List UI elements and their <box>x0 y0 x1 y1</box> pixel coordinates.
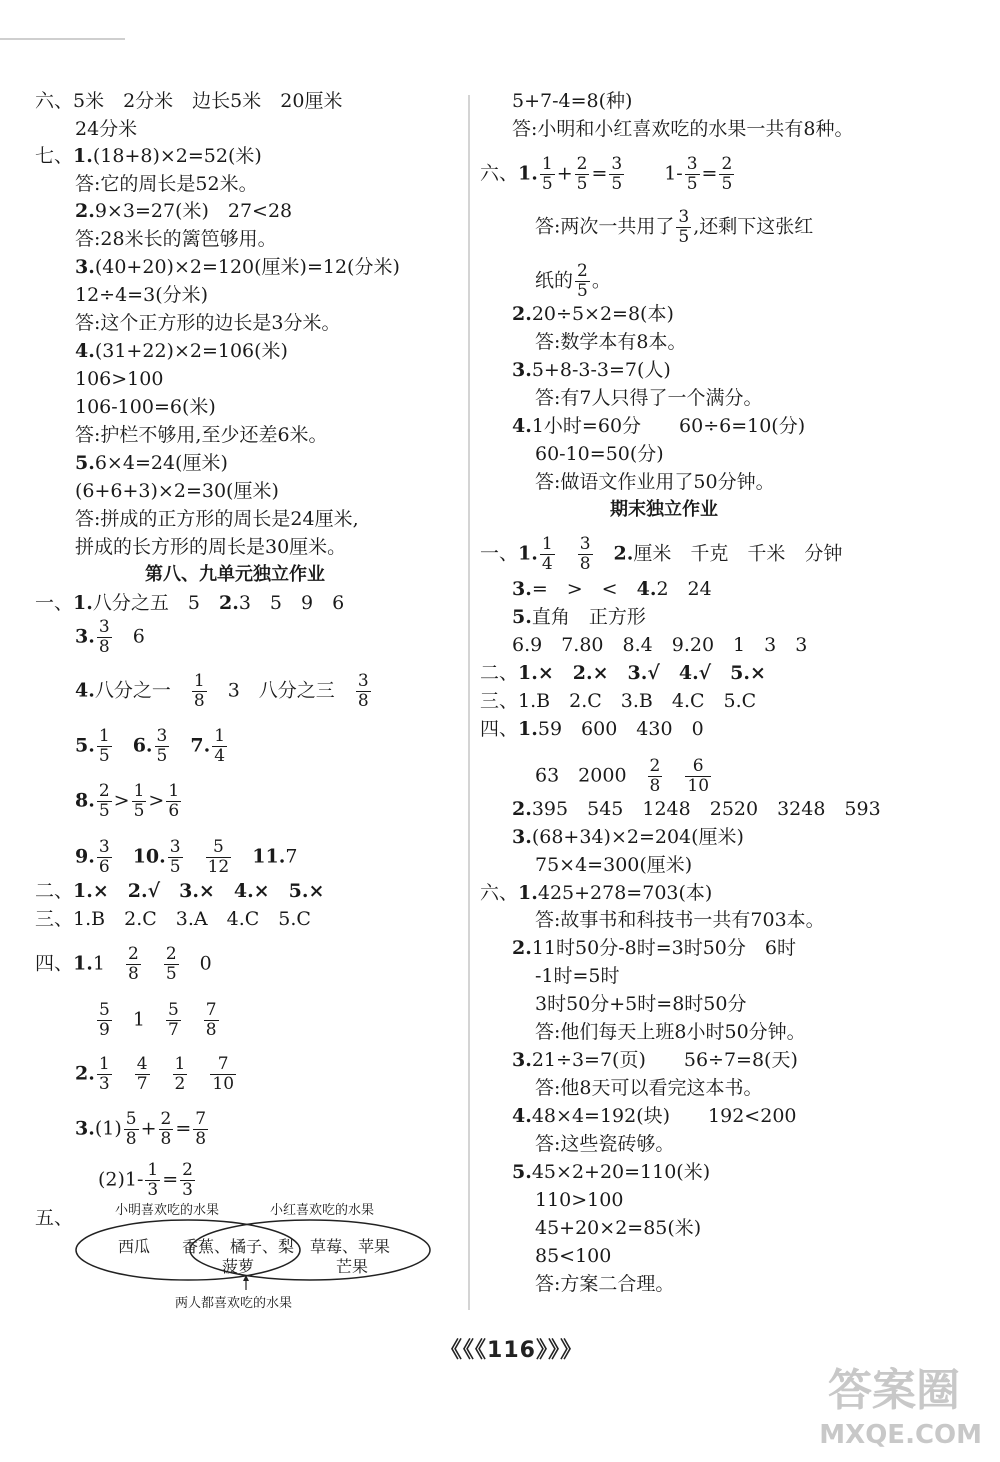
answer-line: 二、1.× 2.× 3.√ 4.√ 5.× <box>480 662 766 684</box>
fraction: $\frac{3}{8}$ <box>579 534 591 574</box>
answer-line: 2. $\frac{1}{3}$ $\frac{4}{7}$ $\frac{1}{2}$ $\frac{7}{10}$ <box>75 1054 235 1094</box>
fraction: $\frac{3}{6}$ <box>98 837 110 877</box>
answer-line: 106>100 <box>75 368 164 390</box>
answer-line: 答:他们每天上班8小时50分钟。 <box>535 1021 806 1043</box>
answer-line: 答:方案二合理。 <box>535 1273 675 1295</box>
answer-line: 四、1.1 $\frac{2}{8}$ $\frac{2}{5}$ 0 <box>35 944 212 984</box>
answer-line: 答:拼成的正方形的周长是24厘米, <box>75 508 359 530</box>
answer-line: 106-100=6(米) <box>75 396 216 418</box>
answer-line: 答:28米长的篱笆够用。 <box>75 228 277 250</box>
answer-line: 24分米 <box>75 118 138 140</box>
fraction: $\frac{7}{8}$ <box>205 1000 217 1040</box>
venn-only-b: 草莓、苹果 <box>310 1237 391 1256</box>
answer-line: 四、1.59 600 430 0 <box>480 718 704 740</box>
page-number: 《《《116》》》 <box>440 1338 583 1363</box>
answer-line: 答:它的周长是52米。 <box>75 173 258 195</box>
answer-line: 5.45×2+20=110(米) <box>512 1161 711 1183</box>
answer-line: 4.48×4=192(块) 192<200 <box>512 1105 797 1127</box>
fraction: $\frac{3}{8}$ <box>357 671 369 711</box>
fraction: $\frac{3}{5}$ <box>686 154 698 194</box>
fraction: $\frac{3}{8}$ <box>98 617 110 657</box>
fraction: $\frac{3}{5}$ <box>678 207 690 247</box>
fraction: $\frac{6}{10}$ <box>687 756 710 796</box>
answer-line: 六、1. $\frac{1}{5}$ + $\frac{2}{5}$ = $\frac{3}{5}$ 1- $\frac{3}{5}$ = $\frac{2}{5}$ <box>480 154 733 194</box>
answer-line: 3.(1) $\frac{5}{8}$ + $\frac{2}{8}$ = $\frac{7}{8}$ <box>75 1109 207 1149</box>
answer-line: 答:这些瓷砖够。 <box>535 1133 675 1155</box>
section-title: 期末独立作业 <box>610 499 718 520</box>
answer-line: (2)1- $\frac{1}{3}$ = $\frac{2}{3}$ <box>98 1160 193 1200</box>
answer-line: 一、1.八分之五 5 2.3 5 9 6 <box>35 592 345 614</box>
answer-line: 3.(68+34)×2=204(厘米) <box>512 826 744 848</box>
fraction: $\frac{2}{5}$ <box>165 944 177 984</box>
answer-line: 五、 <box>35 1207 74 1229</box>
answer-line: 答:护栏不够用,至少还差6米。 <box>75 424 328 446</box>
answer-line: 3时50分+5时=8时50分 <box>535 993 747 1015</box>
answer-line: 2.11时50分-8时=3时50分 6时 <box>512 937 796 959</box>
answer-line: 三、1.B 2.C 3.B 4.C 5.C <box>480 690 757 712</box>
venn-label-a: 小明喜欢吃的水果 <box>115 1203 220 1218</box>
fraction: $\frac{7}{8}$ <box>195 1109 207 1149</box>
fraction: $\frac{1}{3}$ <box>98 1054 110 1094</box>
fraction: $\frac{3}{5}$ <box>611 154 623 194</box>
answer-line: 110>100 <box>535 1189 624 1211</box>
fraction: $\frac{1}{3}$ <box>147 1160 159 1200</box>
answer-line: 2.9×3=27(米) 27<28 <box>75 200 293 222</box>
answer-line: 3.(40+20)×2=120(厘米)=12(分米) <box>75 256 400 278</box>
answer-line: 七、1.(18+8)×2=52(米) <box>35 145 262 167</box>
answer-line: 5+7-4=8(种) <box>512 90 633 112</box>
answer-line: 60-10=50(分) <box>535 443 664 465</box>
watermark-logo: 答案圈 <box>828 1365 960 1416</box>
fraction: $\frac{1}{6}$ <box>168 781 180 821</box>
fraction: $\frac{2}{5}$ <box>577 261 588 301</box>
fraction: $\frac{2}{3}$ <box>182 1160 193 1200</box>
fraction: $\frac{2}{8}$ <box>649 756 661 796</box>
answer-line: 答:做语文作业用了50分钟。 <box>535 471 775 493</box>
section-title: 第八、九单元独立作业 <box>145 564 325 585</box>
answer-line: 8. $\frac{2}{5}$ > $\frac{1}{5}$ > $\frac{1}{6}$ <box>75 781 180 821</box>
fraction: $\frac{2}{8}$ <box>160 1109 172 1149</box>
fraction: $\frac{4}{7}$ <box>136 1054 148 1094</box>
venn-label-b: 小红喜欢吃的水果 <box>270 1203 375 1218</box>
fraction: $\frac{2}{8}$ <box>127 944 139 984</box>
answer-line: (6+6+3)×2=30(厘米) <box>75 480 279 502</box>
answer-line: 5. $\frac{1}{5}$ 6. $\frac{3}{5}$ 7. $\frac{1}{4}$ <box>75 726 226 766</box>
fraction: $\frac{2}{5}$ <box>576 154 588 194</box>
answer-line: 9. $\frac{3}{6}$ 10. $\frac{3}{5}$ $\frac{5}{12}$ 11.7 <box>75 837 298 877</box>
answer-line: 答:他8天可以看完这本书。 <box>535 1077 763 1099</box>
fraction: $\frac{3}{5}$ <box>156 726 168 766</box>
venn-only-a: 西瓜 <box>118 1237 151 1256</box>
venn-caption: 两人都喜欢吃的水果 <box>175 1296 293 1311</box>
answer-line: 纸的 $\frac{2}{5}$ 。 <box>535 261 611 301</box>
fraction: $\frac{5}{7}$ <box>167 1000 179 1040</box>
answer-line: 85<100 <box>535 1245 612 1267</box>
answer-line: 75×4=300(厘米) <box>535 854 693 876</box>
answer-line: 答:两次一共用了 $\frac{3}{5}$ ,还剩下这张红 <box>535 207 814 247</box>
fraction: $\frac{1}{5}$ <box>133 781 145 821</box>
answer-line: 5.6×4=24(厘米) <box>75 452 228 474</box>
answer-line: 一、1. $\frac{1}{4}$ $\frac{3}{8}$ 2.厘米 千克 千米 分钟 <box>480 534 843 574</box>
fraction: $\frac{3}{5}$ <box>169 837 181 877</box>
answer-line: 4.八分之一 $\frac{1}{8}$ 3 八分之三 $\frac{3}{8}$ <box>75 671 369 711</box>
fraction: $\frac{1}{4}$ <box>541 534 553 574</box>
answer-line: $\frac{5}{9}$ 1 $\frac{5}{7}$ $\frac{7}{8}$ <box>99 1000 217 1040</box>
answer-line: 6.9 7.80 8.4 9.20 1 3 3 <box>512 634 808 656</box>
answer-line: 45+20×2=85(米) <box>535 1217 702 1239</box>
answer-line: 4.1小时=60分 60÷6=10(分) <box>512 415 806 437</box>
fraction: $\frac{7}{10}$ <box>212 1054 235 1094</box>
venn-both: 香蕉、橘子、梨 <box>182 1237 295 1256</box>
answer-line: 2.20÷5×2=8(本) <box>512 303 674 325</box>
fraction: $\frac{5}{8}$ <box>125 1109 137 1149</box>
answer-line: -1时=5时 <box>535 965 620 987</box>
answer-line: 3.21÷3=7(页) 56÷7=8(天) <box>512 1049 798 1071</box>
answer-line: 4.(31+22)×2=106(米) <box>75 340 288 362</box>
answer-line: 3.= > < 4.2 24 <box>512 578 712 600</box>
fraction: $\frac{2}{5}$ <box>98 781 110 821</box>
answer-line: 六、5米 2分米 边长5米 20厘米 <box>35 90 343 112</box>
column-divider <box>468 95 470 1310</box>
fraction: $\frac{1}{8}$ <box>193 671 205 711</box>
answer-line: 答:小明和小红喜欢吃的水果一共有8种。 <box>512 118 854 140</box>
answer-line: 3. $\frac{3}{8}$ 6 <box>75 617 145 657</box>
answer-line: 三、1.B 2.C 3.A 4.C 5.C <box>35 908 311 930</box>
answer-line: 六、1.425+278=703(本) <box>480 882 713 904</box>
answer-line: 答:数学本有8本。 <box>535 331 687 353</box>
fraction: $\frac{5}{12}$ <box>207 837 230 877</box>
answer-line: 12÷4=3(分米) <box>75 284 209 306</box>
fraction: $\frac{1}{5}$ <box>541 154 553 194</box>
top-rule <box>0 38 125 40</box>
fraction: $\frac{1}{4}$ <box>214 726 226 766</box>
venn-both: 菠萝 <box>222 1257 255 1276</box>
venn-only-b: 芒果 <box>336 1257 369 1276</box>
fraction: $\frac{5}{9}$ <box>99 1000 110 1040</box>
answer-line: 答:有7人只得了一个满分。 <box>535 387 763 409</box>
answer-line: 答:这个正方形的边长是3分米。 <box>75 312 341 334</box>
answer-line: 答:故事书和科技书一共有703本。 <box>535 909 825 931</box>
answer-line: 3.5+8-3-3=7(人) <box>512 359 671 381</box>
answer-line: 拼成的长方形的周长是30厘米。 <box>75 536 347 558</box>
fraction: $\frac{1}{2}$ <box>174 1054 186 1094</box>
answer-line: 2.395 545 1248 2520 3248 593 <box>512 798 881 820</box>
answer-line: 5.直角 正方形 <box>512 606 646 628</box>
fraction: $\frac{1}{5}$ <box>98 726 110 766</box>
watermark-text: MXQE.COM <box>819 1420 982 1450</box>
answer-line: 63 2000 $\frac{2}{8}$ $\frac{6}{10}$ <box>535 756 710 796</box>
fraction: $\frac{2}{5}$ <box>721 154 733 194</box>
answer-line: 二、1.× 2.√ 3.× 4.× 5.× <box>35 880 325 902</box>
